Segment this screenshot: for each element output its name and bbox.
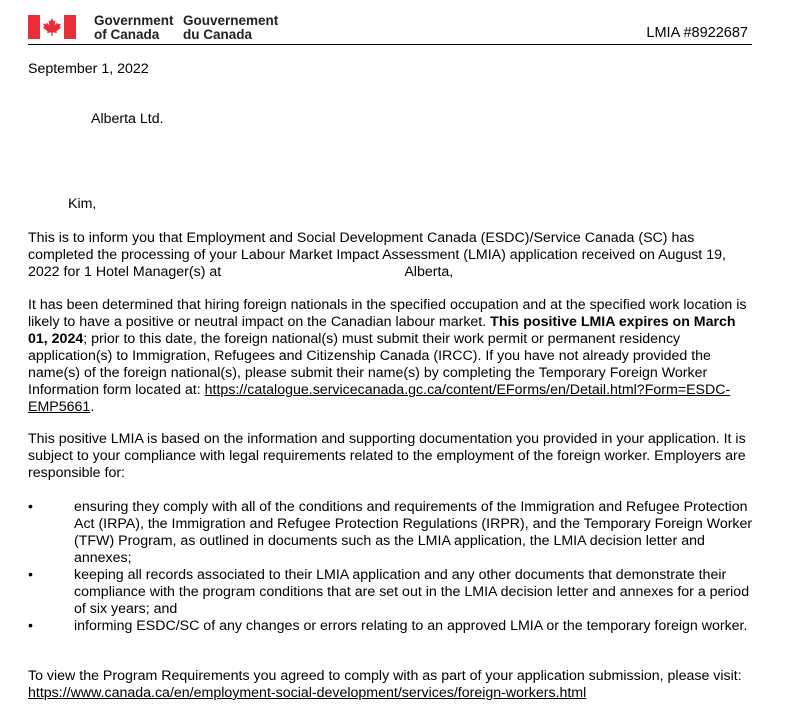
bullet-symbol: •	[28, 618, 33, 634]
letter-header	[28, 12, 752, 45]
list-item	[28, 567, 758, 618]
tfw-information-form-link[interactable]: https://catalogue.servicecanada.gc.ca/content/EForms/en/Detail.html?Form=ESDC-EMP5661	[28, 382, 731, 415]
list-item-text: informing ESDC/SC of any changes or errors relating to an approved LMIA or the temporary foreign worker.	[74, 618, 748, 634]
bullet-symbol: •	[28, 499, 33, 515]
government-of-canada-wordmark-en	[94, 14, 174, 42]
gov-en-line1: Government	[94, 13, 174, 28]
paragraph-processing-notice	[28, 230, 758, 281]
paragraph-program-requirements	[28, 668, 758, 702]
list-item	[28, 618, 758, 635]
canada-flag-icon	[28, 15, 76, 39]
bullet-symbol: •	[28, 567, 33, 583]
list-item-text: keeping all records associated to their LMIA application and any other documents that demonstrate their compliance with the program conditions that are set out in the LMIA decision letter and annexes for a period of six years; and	[74, 567, 750, 617]
paragraph-employer-responsibilities: This positive LMIA is based on the information and supporting documentation you provided in your application. It is subject to your compliance with legal requirements related to the employment of the foreign worker. Employers are responsible for:	[28, 431, 746, 481]
lmia-number: LMIA #8922687	[646, 25, 748, 41]
p1-location: Alberta,	[404, 264, 454, 280]
paragraph-positive-lmia	[28, 297, 758, 416]
p-last-text: To view the Program Requirements you agreed to comply with as part of your application submission, please visit:	[28, 668, 742, 684]
p1-text: This is to inform you that Employment and Social Development Canada (ESDC)/Service Canada (SC) has completed the processing of your Labour Market Impact Assessment (LMIA) application received on August 19, 2022 for 1 Hotel Manager(s) at	[28, 230, 726, 280]
gov-fr-line1: Gouvernement	[183, 13, 279, 28]
government-of-canada-wordmark-fr	[183, 14, 278, 42]
list-item-text: ensuring they comply with all of the conditions and requirements of the Immigration and Refugee Protection Act (IRPA), the Immigration and Refugee Protection Regulations (IRPR), and the Temporary Foreign Worker (TFW) Program, as outlined in documents such as the LMIA application, the LMIA decision letter and annexes;	[74, 499, 753, 566]
p2-text-a: It has been determined that hiring foreign nationals in the specified occupation and at the specified work location is likely to have a positive or neutral impact on the Canadian labour market.	[28, 297, 747, 330]
gov-en-line2: of Canada	[94, 27, 160, 42]
list-item	[28, 499, 758, 567]
letter-date: September 1, 2022	[28, 61, 149, 77]
salutation: Kim,	[68, 196, 97, 212]
p2-text-b: ; prior to this date, the foreign national(s) must submit their work permit or permanent residency application(s) to Immigration, Refugees and Citizenship Canada (IRCC). If you have not already provided the name(s) of the foreign national(s), please submit their name(s) by completing the Temporary Foreign Worker Information form located at:	[28, 331, 711, 398]
lmia-expiry-statement: This positive LMIA expires on March 01, 2024	[28, 314, 736, 347]
p2-end: .	[90, 399, 95, 415]
gov-fr-line2: du Canada	[183, 27, 253, 42]
foreign-workers-link[interactable]: https://www.canada.ca/en/employment-social-development/services/foreign-workers.html	[28, 685, 587, 701]
responsibilities-list	[28, 499, 758, 635]
recipient-company: Alberta Ltd.	[91, 111, 164, 127]
